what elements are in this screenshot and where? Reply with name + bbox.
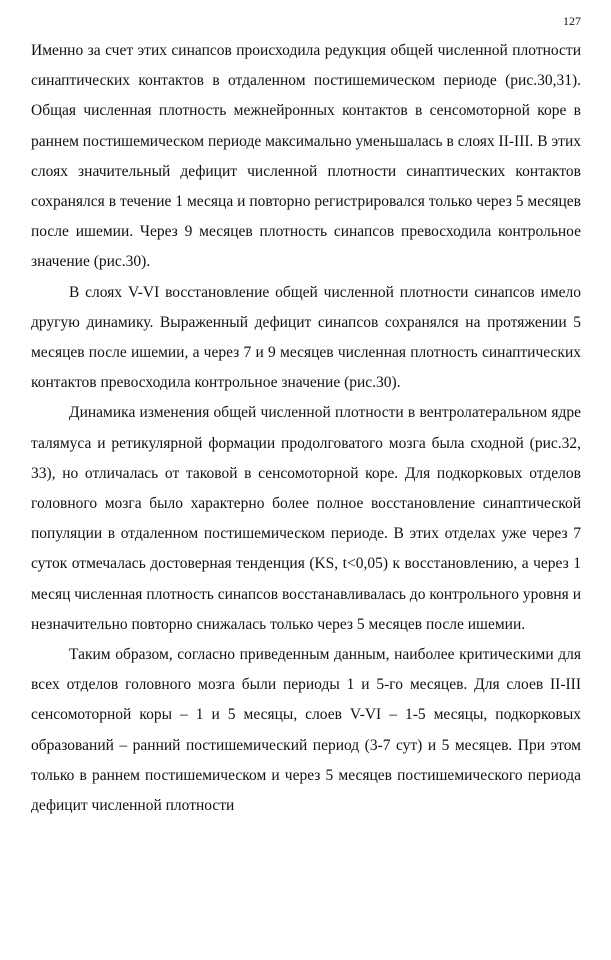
paragraph: В слоях V-VI восстановление общей численной плотности синапсов имело другую динамику. Выраженный дефицит синапсов сохранялся на протяжении 5 месяцев после ишемии, а через 7 и 9 месяцев численная плотность синаптических контактов превосходила контрольное значение (рис.30). [31, 283, 581, 392]
paragraph: Динамика изменения общей численной плотности в вентролатеральном ядре талямуса и ретикулярной формации продолговатого мозга была сходной (рис.32, 33), но отличалась от таковой в сенсомоторной коре. Для подкорковых отделов головного мозга было характерно более полное восстановление синаптической популяции в отдаленном постишемическом периоде. В этих отделах уже через 7 суток отмечалась достоверная тенденция (KS, t<0,05) к восстановлению, а через 1 месяц численная плотность синапсов восстанавливалась до контрольного уровня и незначительно повторно снижалась только через 5 месяцев после ишемии. [31, 404, 581, 633]
paragraph: Таким образом, согласно приведенным данным, наиболее критическими для всех отделов головного мозга были периоды 1 и 5-го месяцев. Для слоев II-III сенсомоторной коры – 1 и 5 месяцы, слоев V-VI – 1-5 месяцы, подкорковых образований – ранний постишемический период (3-7 сут) и 5 месяцев. При этом только в раннем постишемическом и через 5 месяцев постишемического периода дефицит численной плотности [31, 646, 581, 815]
page-number: 127 [563, 14, 581, 28]
paragraph: Именно за счет этих синапсов происходила редукция общей численной плотности синаптических контактов в отдаленном постишемическом периоде (рис.30,31). Общая численная плотность межнейронных контактов в сенсомоторной коре в раннем постишемическом периоде максимально уменьшалась в слоях II-III. В этих слоях значительный дефицит численной плотности синаптических контактов сохранялся в течение 1 месяца и повторно регистрировался только через 5 месяцев после ишемии. Через 9 месяцев плотность синапсов превосходила контрольное значение (рис.30). [31, 42, 581, 271]
document-body [31, 36, 581, 821]
